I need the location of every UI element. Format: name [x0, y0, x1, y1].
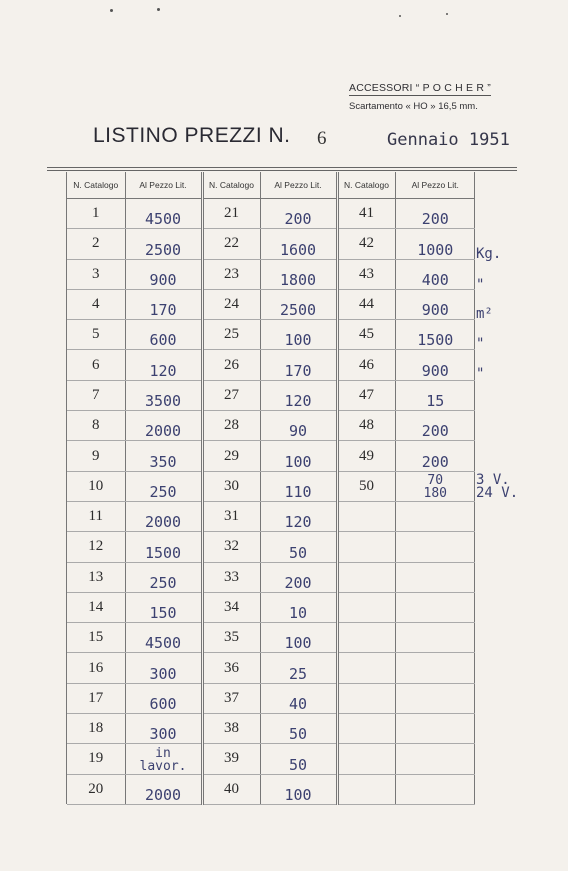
col-header: Al Pezzo Lit.: [395, 172, 475, 199]
unit-price: [125, 714, 202, 744]
col-header: Al Pezzo Lit.: [125, 172, 202, 199]
unit-price-value: 900: [149, 270, 177, 289]
unit-price: [395, 623, 475, 653]
unit-price: [260, 714, 337, 744]
catalog-number: 45: [337, 320, 395, 350]
paper-speck: [157, 8, 160, 11]
unit-price-value: 4500: [144, 634, 182, 653]
unit-price: [395, 411, 475, 441]
table-row: [67, 562, 475, 592]
unit-price-value: 200: [421, 452, 449, 471]
unit-price-value: 150: [149, 604, 177, 623]
table-row: [67, 683, 475, 713]
unit-price-value: 100: [284, 331, 312, 350]
catalog-number: 14: [67, 592, 125, 622]
unit-price-value: 2000: [144, 785, 182, 804]
list-date: Gennaio 1951: [387, 130, 510, 150]
paper-speck: [446, 13, 448, 15]
catalog-number: 10: [67, 471, 125, 501]
unit-price: [125, 380, 202, 410]
catalog-number: 9: [67, 441, 125, 471]
catalog-number: 36: [202, 653, 260, 683]
catalog-number: 32: [202, 532, 260, 562]
table-row: [67, 441, 475, 471]
paper-speck: [399, 15, 401, 17]
table-row: [67, 229, 475, 259]
unit-price: [260, 623, 337, 653]
unit-price: [395, 229, 475, 259]
unit-price: [260, 259, 337, 289]
unit-price-value: 250: [149, 573, 177, 592]
col-header: N. Catalogo: [202, 172, 260, 199]
unit-price-value: 100: [284, 452, 312, 471]
unit-price: [395, 532, 475, 562]
catalog-number: 48: [337, 411, 395, 441]
unit-price: [125, 592, 202, 622]
catalog-number: 49: [337, 441, 395, 471]
table-row: [67, 471, 475, 501]
unit-price-value: 1500: [417, 331, 454, 350]
unit-price: [395, 562, 475, 592]
unit-price-value: 200: [284, 573, 312, 592]
unit-price: [260, 683, 337, 713]
table-row: [67, 592, 475, 622]
table-row: [67, 744, 475, 774]
unit-price-value: 110: [284, 482, 312, 501]
col-header: N. Catalogo: [67, 172, 125, 199]
catalog-number: 46: [337, 350, 395, 380]
unit-price: [125, 501, 202, 531]
table-row: [67, 532, 475, 562]
catalog-number: [337, 744, 395, 774]
unit-price-value: 1000: [417, 240, 454, 259]
catalog-number: 13: [67, 562, 125, 592]
unit-price: [395, 350, 475, 380]
unit-price: [395, 653, 475, 683]
unit-price-value: 1600: [279, 240, 317, 259]
unit-price: [395, 289, 475, 319]
unit-price: [125, 350, 202, 380]
catalog-number: 26: [202, 350, 260, 380]
catalog-number: 42: [337, 229, 395, 259]
unit-price: [260, 350, 337, 380]
catalog-number: 29: [202, 441, 260, 471]
unit-price: [260, 471, 337, 501]
price-table: [67, 172, 475, 805]
unit-price: [260, 532, 337, 562]
unit-price: [395, 199, 475, 229]
catalog-number: 3: [67, 259, 125, 289]
unit-price-value: 100: [284, 785, 312, 804]
unit-price-value: [424, 474, 447, 500]
unit-price-value: 170: [284, 361, 312, 380]
table-row: [67, 350, 475, 380]
catalog-number: 31: [202, 501, 260, 531]
table-row: [67, 623, 475, 653]
catalog-number: 41: [337, 199, 395, 229]
unit-price-value: 200: [421, 210, 449, 229]
catalog-number: [337, 592, 395, 622]
unit-price: [260, 380, 337, 410]
unit-price-value: 4500: [144, 210, 182, 229]
table-row: [67, 411, 475, 441]
table-row: [67, 380, 475, 410]
note-kg: Kg.: [476, 246, 502, 262]
header-accessori: [349, 78, 519, 112]
unit-price: [260, 411, 337, 441]
catalog-number: 25: [202, 320, 260, 350]
unit-price: [125, 744, 202, 774]
unit-price: [125, 774, 202, 804]
unit-price-value: 900: [421, 361, 449, 380]
unit-price: [125, 441, 202, 471]
unit-notes: [476, 172, 536, 802]
unit-price-value: 40: [288, 695, 308, 714]
unit-price-value: 2000: [144, 513, 182, 532]
unit-price-value: 90: [288, 422, 308, 441]
unit-price-value: 100: [284, 634, 312, 653]
unit-price: [125, 562, 202, 592]
catalog-number: [337, 623, 395, 653]
unit-price: [395, 744, 475, 774]
unit-price: [260, 653, 337, 683]
unit-price: [260, 441, 337, 471]
catalog-number: 2: [67, 229, 125, 259]
catalog-number: 1: [67, 199, 125, 229]
catalog-number: 8: [67, 411, 125, 441]
unit-price: [260, 199, 337, 229]
unit-price: [395, 592, 475, 622]
note-ditto: ": [476, 336, 485, 352]
catalog-number: [337, 501, 395, 531]
unit-price-value: 200: [284, 210, 312, 229]
col-header: Al Pezzo Lit.: [260, 172, 337, 199]
note-m2: m²: [476, 306, 493, 322]
accessori-label: ACCESSORI “ P O C H E R ”: [349, 82, 491, 94]
top-rule-second: [47, 170, 517, 171]
unit-price-value: 1500: [144, 543, 182, 562]
table-row: [67, 501, 475, 531]
catalog-number: 7: [67, 380, 125, 410]
catalog-number: 21: [202, 199, 260, 229]
unit-price-value: 900: [421, 301, 449, 320]
catalog-number: 17: [67, 683, 125, 713]
unit-price-value: 2500: [279, 301, 317, 320]
unit-price: [395, 320, 475, 350]
unit-price-value: 10: [288, 604, 308, 623]
scartamento-label: Scartamento « HO » 16,5 mm.: [349, 101, 478, 112]
unit-price-value: 170: [149, 301, 177, 320]
catalog-number: 27: [202, 380, 260, 410]
unit-price-line: 180: [423, 485, 447, 501]
unit-price-value: 50: [288, 755, 308, 774]
unit-price-value: 600: [149, 695, 177, 714]
catalog-number: 24: [202, 289, 260, 319]
unit-price: [125, 199, 202, 229]
catalog-number: 4: [67, 289, 125, 319]
catalog-number: 33: [202, 562, 260, 592]
note-24v: 24 V.: [476, 485, 519, 501]
catalog-number: 19: [67, 744, 125, 774]
table-row: [67, 714, 475, 744]
unit-price-line: in: [155, 745, 171, 761]
unit-price: [260, 229, 337, 259]
unit-price-value: [140, 747, 187, 773]
catalog-number: [337, 532, 395, 562]
table-row: [67, 320, 475, 350]
col-header: N. Catalogo: [337, 172, 395, 199]
unit-price: [395, 441, 475, 471]
unit-price-value: 25: [288, 664, 308, 683]
unit-price-value: 2500: [144, 240, 182, 259]
unit-price: [260, 320, 337, 350]
unit-price-line: 70: [427, 472, 444, 488]
catalog-number: 44: [337, 289, 395, 319]
unit-price: [125, 532, 202, 562]
unit-price-value: 2000: [144, 422, 182, 441]
table-row: [67, 653, 475, 683]
catalog-number: 15: [67, 623, 125, 653]
unit-price: [395, 501, 475, 531]
catalog-number: 23: [202, 259, 260, 289]
table-row: [67, 259, 475, 289]
unit-price-value: 120: [284, 392, 312, 411]
catalog-number: [337, 562, 395, 592]
catalog-number: 6: [67, 350, 125, 380]
top-rule: [47, 167, 517, 168]
catalog-number: 35: [202, 623, 260, 653]
unit-price: [395, 683, 475, 713]
catalog-number: [337, 683, 395, 713]
unit-price-value: 300: [149, 664, 177, 683]
unit-price: [125, 259, 202, 289]
paper-speck: [110, 9, 113, 12]
catalog-number: 18: [67, 714, 125, 744]
unit-price-line: lavor.: [139, 758, 187, 774]
unit-price-value: 600: [149, 331, 177, 350]
unit-price: [125, 289, 202, 319]
unit-price: [125, 653, 202, 683]
table-row: [67, 774, 475, 804]
unit-price: [260, 501, 337, 531]
note-ditto: ": [476, 366, 485, 382]
unit-price-value: 300: [149, 725, 177, 744]
unit-price-value: 200: [421, 422, 449, 441]
table-row: [67, 289, 475, 319]
unit-price-value: 15: [426, 392, 445, 411]
catalog-number: [337, 774, 395, 804]
catalog-number: 38: [202, 714, 260, 744]
catalog-number: 47: [337, 380, 395, 410]
catalog-number: 43: [337, 259, 395, 289]
unit-price-value: 350: [149, 452, 177, 471]
unit-price-value: 120: [284, 513, 312, 532]
catalog-number: 39: [202, 744, 260, 774]
catalog-number: [337, 653, 395, 683]
unit-price: [395, 471, 475, 501]
unit-price: [125, 683, 202, 713]
catalog-number: 16: [67, 653, 125, 683]
catalog-number: 12: [67, 532, 125, 562]
note-ditto: ": [476, 277, 485, 293]
unit-price: [125, 471, 202, 501]
unit-price: [260, 562, 337, 592]
unit-price-value: 250: [149, 482, 177, 501]
catalog-number: [337, 714, 395, 744]
catalog-number: 40: [202, 774, 260, 804]
unit-price: [125, 411, 202, 441]
unit-price-value: 1800: [279, 270, 317, 289]
unit-price: [395, 259, 475, 289]
note-3v: 3 V.: [476, 472, 510, 488]
catalog-number: 34: [202, 592, 260, 622]
unit-price: [395, 714, 475, 744]
list-number: 6: [317, 128, 327, 149]
catalog-number: 22: [202, 229, 260, 259]
table-row: [67, 199, 475, 229]
unit-price-value: 3500: [144, 392, 182, 411]
catalog-number: 5: [67, 320, 125, 350]
unit-price-value: 400: [421, 270, 449, 289]
unit-price: [260, 774, 337, 804]
table-header-row: [67, 172, 475, 199]
catalog-number: 37: [202, 683, 260, 713]
catalog-number: 50: [337, 471, 395, 501]
unit-price: [395, 380, 475, 410]
unit-price: [260, 592, 337, 622]
catalog-number: 11: [67, 501, 125, 531]
unit-price: [125, 320, 202, 350]
unit-price: [395, 774, 475, 804]
unit-price-value: 120: [149, 361, 177, 380]
unit-price-value: 50: [288, 543, 308, 562]
page-title: LISTINO PREZZI N.: [93, 124, 291, 147]
catalog-number: 20: [67, 774, 125, 804]
unit-price: [260, 289, 337, 319]
unit-price: [125, 623, 202, 653]
catalog-number: 28: [202, 411, 260, 441]
catalog-number: 30: [202, 471, 260, 501]
unit-price: [125, 229, 202, 259]
unit-price: [260, 744, 337, 774]
unit-price-value: 50: [288, 725, 308, 744]
